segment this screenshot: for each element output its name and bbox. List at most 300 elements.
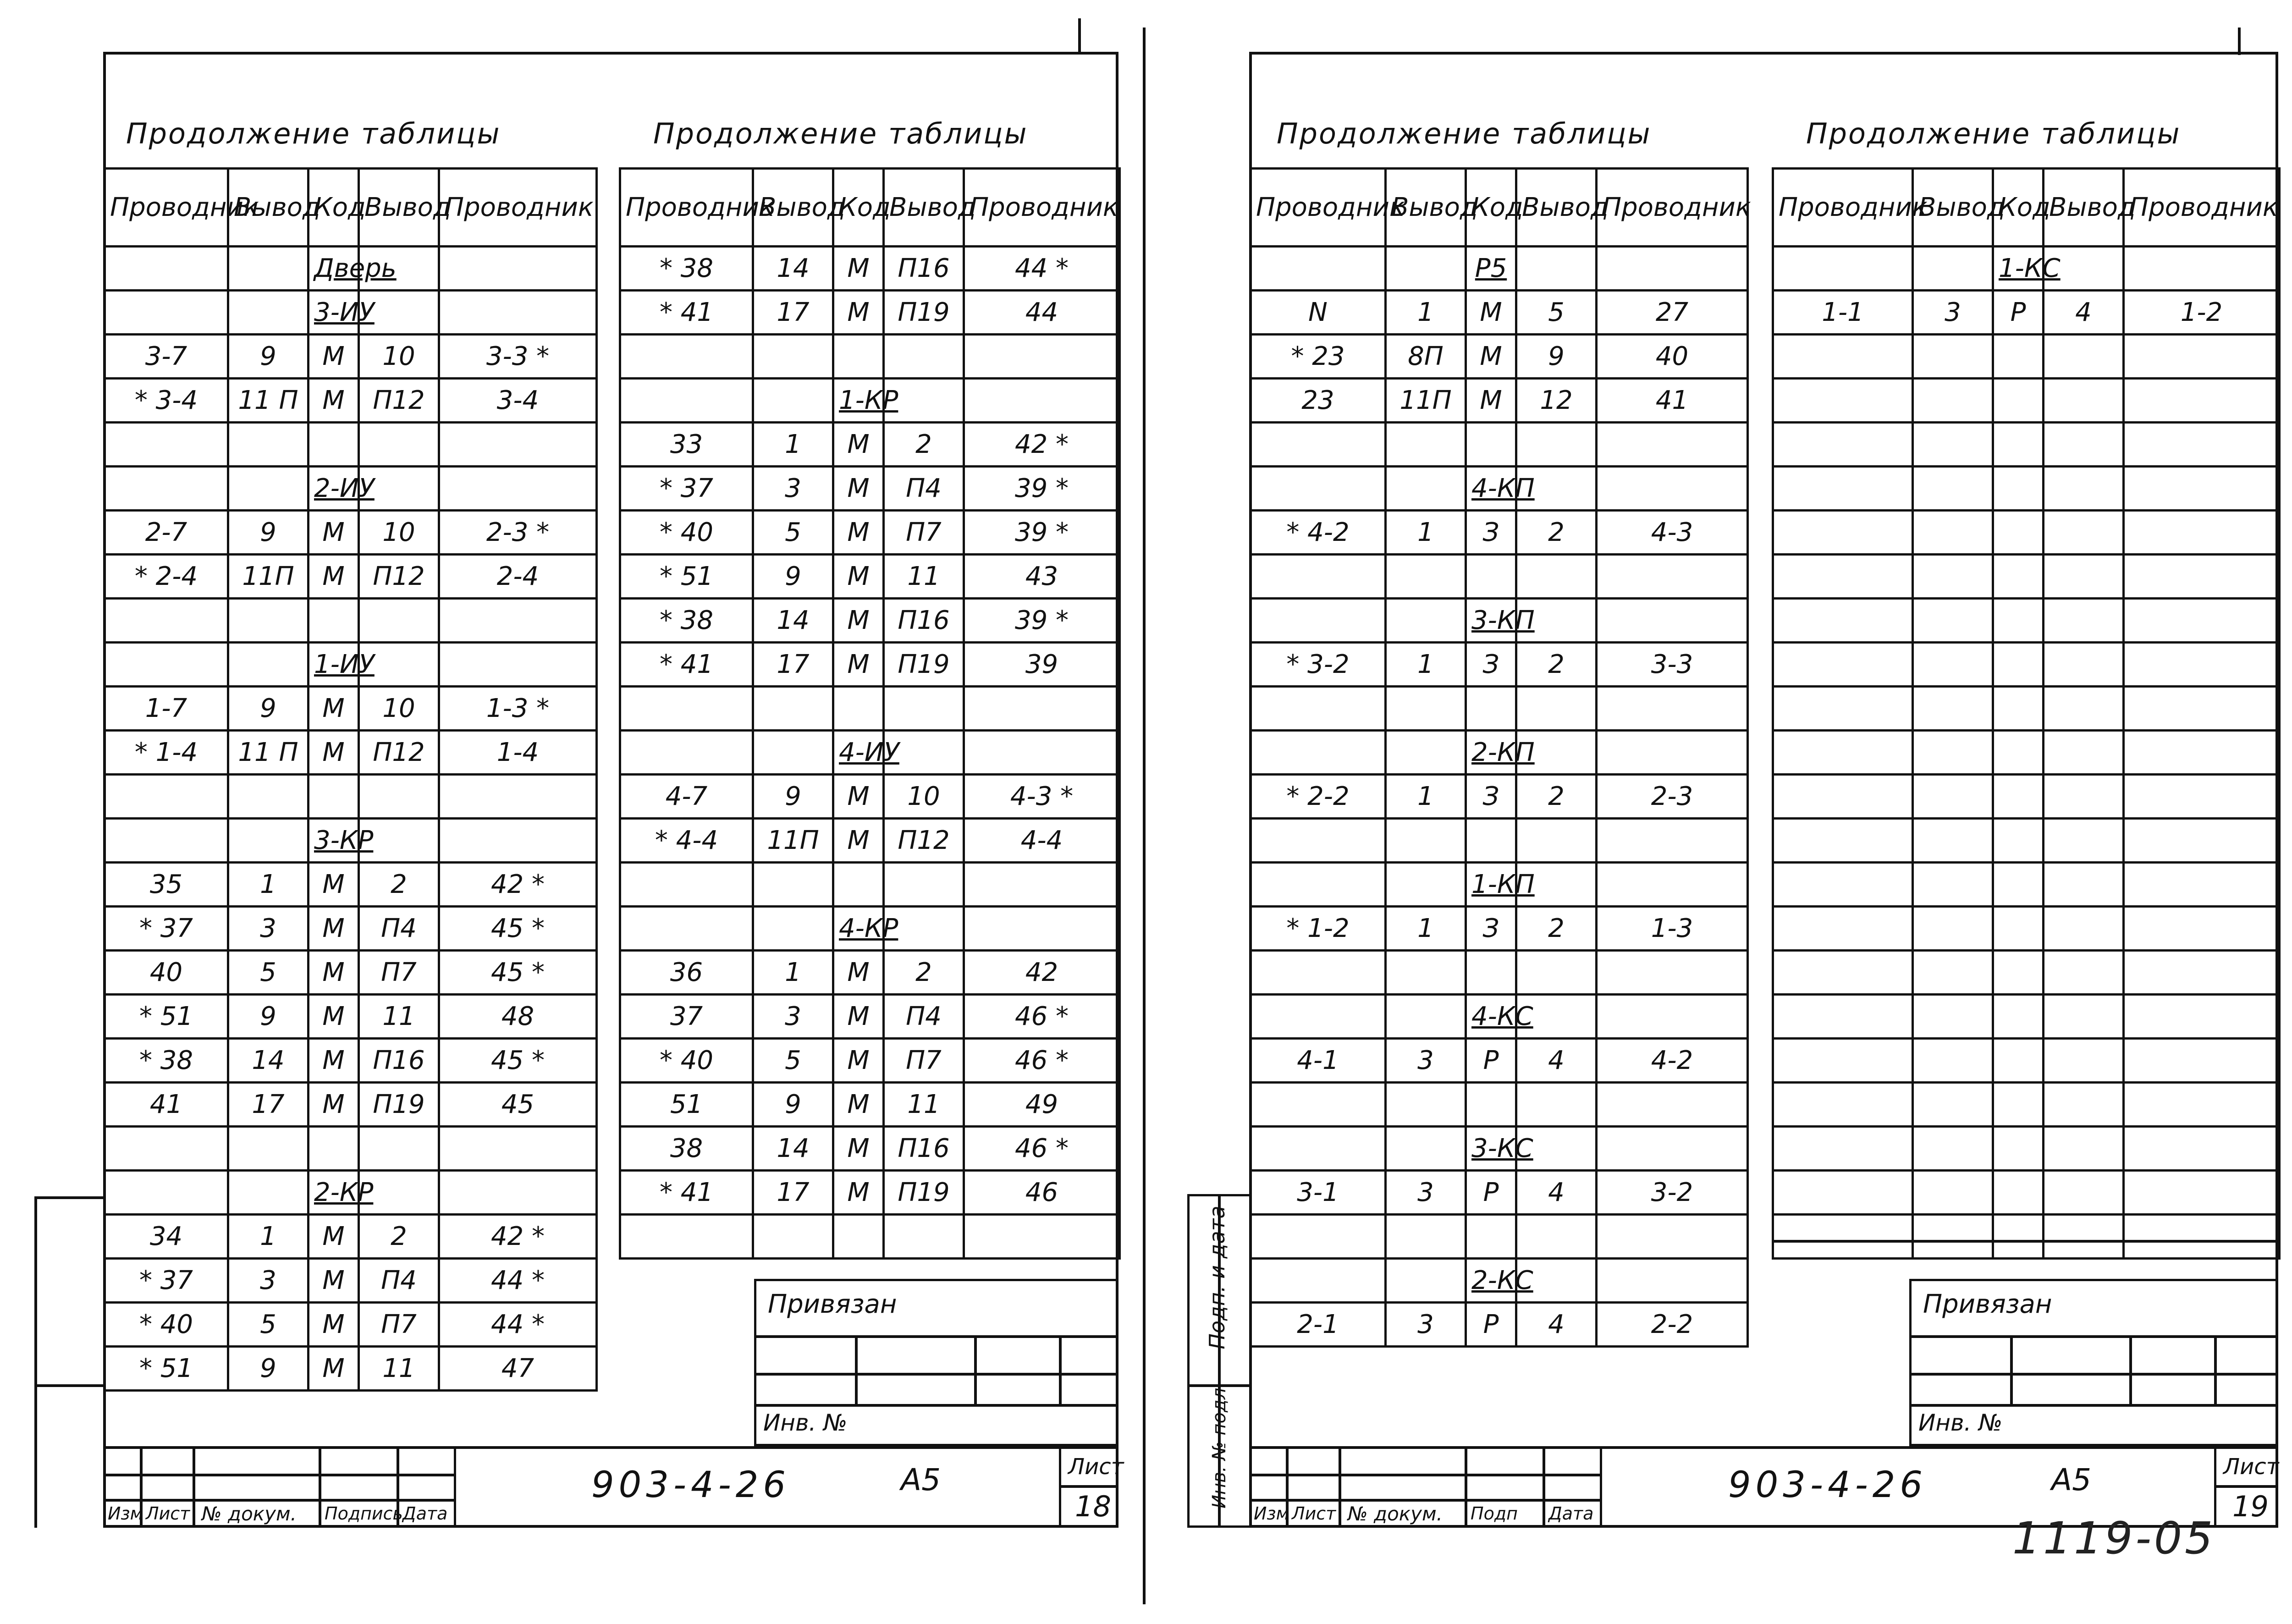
table-cell <box>1597 599 1748 643</box>
table-cell: 37 <box>620 995 753 1039</box>
column-header: Вывод <box>228 169 309 247</box>
table-cell <box>2124 775 2280 819</box>
table-cell <box>2044 379 2124 423</box>
table-cell: 9 <box>228 511 309 555</box>
table-cell <box>228 423 309 467</box>
table-d-bottom <box>1772 1240 2278 1243</box>
table-row <box>105 1347 597 1391</box>
table-cell: 2 <box>1516 775 1597 819</box>
table-d-title: Продолжение таблицы <box>1806 117 2181 150</box>
table-cell: 4-4 <box>964 819 1120 863</box>
group-label: Дверь <box>309 247 359 291</box>
table-cell <box>1773 335 1913 379</box>
table-cell <box>1913 863 1993 907</box>
table-cell: 1-7 <box>105 687 228 731</box>
table-row <box>620 1215 1120 1259</box>
table-a <box>103 167 598 1392</box>
table-cell: 11 П <box>228 731 309 775</box>
table-row <box>1773 555 2280 599</box>
table-cell <box>964 731 1120 775</box>
table-cell <box>1466 819 1516 863</box>
side-label-podp-data: Подп. и дата <box>1205 1206 1229 1349</box>
table-cell <box>1913 731 1993 775</box>
table-cell: М <box>833 1171 884 1215</box>
right-pb-h1 <box>1912 1335 2276 1338</box>
table-cell <box>1466 951 1516 995</box>
table-cell <box>2124 511 2280 555</box>
table-cell <box>1466 1083 1516 1127</box>
table-cell <box>105 247 228 291</box>
table-cell: N <box>1251 291 1386 335</box>
table-row <box>1251 995 1748 1039</box>
table-cell: * 1-2 <box>1251 907 1386 951</box>
table-cell <box>1773 599 1913 643</box>
table-row <box>620 599 1120 643</box>
table-cell: 3 <box>1913 291 1993 335</box>
table-cell: П16 <box>884 1127 964 1171</box>
table-cell: 5 <box>753 511 833 555</box>
table-cell: М <box>833 511 884 555</box>
table-cell: П7 <box>884 1039 964 1083</box>
table-row <box>1773 1215 2280 1259</box>
header-row <box>1251 169 1748 247</box>
table-cell: 1 <box>753 423 833 467</box>
table-cell: 36 <box>620 951 753 995</box>
left-margin-line <box>34 1196 37 1528</box>
table-row <box>105 1259 597 1303</box>
column-header: Вывод <box>359 169 439 247</box>
table-cell: 9 <box>753 775 833 819</box>
table-cell <box>2044 555 2124 599</box>
table-cell: М <box>309 1303 359 1347</box>
table-cell: 1 <box>1386 775 1466 819</box>
table-cell <box>2044 1127 2124 1171</box>
table-cell: 45 * <box>439 907 597 951</box>
table-row <box>105 643 597 687</box>
table-row <box>105 731 597 775</box>
table-cell: * 51 <box>620 555 753 599</box>
table-cell: М <box>309 555 359 599</box>
table-cell <box>1386 819 1466 863</box>
table-cell: 45 * <box>439 951 597 995</box>
table-cell: 1-2 <box>2124 291 2280 335</box>
table-cell: М <box>833 1083 884 1127</box>
table-cell: М <box>309 1215 359 1259</box>
table-cell: * 40 <box>620 1039 753 1083</box>
table-cell: 1 <box>1386 511 1466 555</box>
table-cell: М <box>309 335 359 379</box>
left-tb-col-izm: Изм <box>108 1503 143 1524</box>
table-d <box>1772 167 2281 1260</box>
table-cell: 14 <box>753 1127 833 1171</box>
table-cell <box>1251 1259 1386 1303</box>
table-row <box>1251 1039 1748 1083</box>
left-margin-top <box>34 1196 103 1199</box>
table-cell: 4-7 <box>620 775 753 819</box>
table-cell: М <box>833 643 884 687</box>
table-cell: 46 * <box>964 995 1120 1039</box>
table-cell <box>1516 423 1597 467</box>
table-cell: 39 * <box>964 467 1120 511</box>
table-row <box>1251 643 1748 687</box>
table-cell: 11П <box>753 819 833 863</box>
table-cell <box>620 863 753 907</box>
table-cell: 5 <box>228 951 309 995</box>
table-cell <box>1993 731 2044 775</box>
table-cell: П12 <box>359 731 439 775</box>
table-cell <box>2124 819 2280 863</box>
table-cell <box>359 1127 439 1171</box>
table-row <box>1773 467 2280 511</box>
table-cell <box>2044 643 2124 687</box>
table-cell <box>1993 643 2044 687</box>
right-designation: 903-4-26 <box>1728 1464 1928 1506</box>
table-cell: * 1-4 <box>105 731 228 775</box>
table-cell <box>833 863 884 907</box>
table-cell: П4 <box>884 995 964 1039</box>
table-cell: 4 <box>1516 1303 1597 1347</box>
table-cell <box>2124 995 2280 1039</box>
table-cell <box>1597 423 1748 467</box>
table-cell <box>1597 731 1748 775</box>
table-row <box>105 1083 597 1127</box>
table-cell: 9 <box>228 995 309 1039</box>
right-sheet-no: 19 <box>2232 1490 2269 1523</box>
table-cell <box>620 379 753 423</box>
table-cell <box>1913 1039 1993 1083</box>
table-cell <box>1993 819 2044 863</box>
table-cell <box>1597 1215 1748 1259</box>
table-cell <box>2124 1171 2280 1215</box>
table-cell: М <box>309 995 359 1039</box>
table-cell: * 51 <box>105 995 228 1039</box>
side-label-inv-podl: Инв. № подл. <box>1209 1382 1230 1508</box>
table-cell: 44 <box>964 291 1120 335</box>
table-cell: 2-3 <box>1597 775 1748 819</box>
table-cell <box>964 1215 1120 1259</box>
table-cell <box>228 467 309 511</box>
table-cell <box>884 687 964 731</box>
table-cell <box>964 907 1120 951</box>
table-cell: 1 <box>1386 643 1466 687</box>
table-cell: 17 <box>228 1083 309 1127</box>
table-cell <box>1466 1215 1516 1259</box>
table-cell: 9 <box>753 555 833 599</box>
table-cell <box>620 1215 753 1259</box>
table-cell <box>1386 423 1466 467</box>
group-label: 2-ИУ <box>309 467 359 511</box>
group-label: 4-КР <box>833 907 884 951</box>
left-sheet-no: 18 <box>1075 1490 1111 1523</box>
table-cell: * 40 <box>105 1303 228 1347</box>
table-cell <box>1993 1171 2044 1215</box>
table-cell <box>1993 1215 2044 1259</box>
table-cell <box>1993 1039 2044 1083</box>
table-cell <box>228 599 309 643</box>
table-cell <box>1251 995 1386 1039</box>
center-fold-line <box>1143 28 1146 1604</box>
table-cell <box>228 1127 309 1171</box>
table-cell <box>753 687 833 731</box>
table-cell: М <box>309 1347 359 1391</box>
group-label: 1-КП <box>1466 863 1516 907</box>
table-cell <box>1386 555 1466 599</box>
table-cell: М <box>833 1127 884 1171</box>
table-cell: 4-3 * <box>964 775 1120 819</box>
table-cell <box>1913 643 1993 687</box>
table-cell <box>1913 687 1993 731</box>
table-cell <box>105 1171 228 1215</box>
table-cell <box>1993 555 2044 599</box>
table-cell <box>1597 819 1748 863</box>
table-cell: 2 <box>884 423 964 467</box>
group-label: 2-КС <box>1466 1259 1516 1303</box>
left-tb-col-date: Дата <box>402 1503 448 1524</box>
table-cell: 38 <box>620 1127 753 1171</box>
right-pb-h3 <box>1912 1404 2276 1407</box>
table-cell <box>884 1215 964 1259</box>
column-header: Вывод <box>1386 169 1466 247</box>
table-cell: М <box>833 951 884 995</box>
group-label: 1-КС <box>1993 247 2044 291</box>
table-cell <box>1597 1259 1748 1303</box>
column-header: Проводник <box>620 169 753 247</box>
table-cell <box>105 643 228 687</box>
right-title-block-grid <box>1249 1446 1602 1528</box>
column-header: Проводник <box>1251 169 1386 247</box>
table-row <box>1251 819 1748 863</box>
table-row <box>105 423 597 467</box>
table-cell <box>439 819 597 863</box>
table-cell: П16 <box>884 599 964 643</box>
table-cell <box>1913 599 1993 643</box>
table-cell: 41 <box>1597 379 1748 423</box>
table-cell: 3 <box>753 995 833 1039</box>
table-row <box>1251 511 1748 555</box>
table-cell: 42 * <box>439 1215 597 1259</box>
table-cell <box>1251 247 1386 291</box>
table-cell <box>1251 731 1386 775</box>
table-cell: * 37 <box>105 907 228 951</box>
table-cell: П7 <box>359 951 439 995</box>
right-tb-c4 <box>1543 1448 1545 1525</box>
left-sheet-top-tick <box>1078 18 1081 54</box>
table-cell: П4 <box>359 907 439 951</box>
left-tb-col-list: Лист <box>146 1503 190 1524</box>
table-row <box>1773 687 2280 731</box>
table-cell <box>884 863 964 907</box>
table-row <box>105 335 597 379</box>
table-cell <box>1251 1127 1386 1171</box>
table-cell: М <box>309 1083 359 1127</box>
table-row <box>1251 335 1748 379</box>
table-row <box>1251 467 1748 511</box>
table-cell: П12 <box>359 379 439 423</box>
table-cell <box>620 907 753 951</box>
table-cell <box>228 1171 309 1215</box>
right-tb-row2 <box>1251 1499 1600 1502</box>
table-cell <box>228 291 309 335</box>
group-label: Р5 <box>1466 247 1516 291</box>
table-cell: 4-1 <box>1251 1039 1386 1083</box>
table-cell: М <box>309 731 359 775</box>
table-cell <box>1386 951 1466 995</box>
table-cell <box>1386 1259 1466 1303</box>
table-cell <box>1993 511 2044 555</box>
right-tb-col-date: Дата <box>1548 1503 1594 1524</box>
right-pb-h2 <box>1912 1373 2276 1376</box>
table-cell <box>2124 1127 2280 1171</box>
table-cell <box>439 423 597 467</box>
table-cell <box>1773 1127 1913 1171</box>
table-cell <box>833 335 884 379</box>
table-row <box>620 511 1120 555</box>
table-cell <box>2124 467 2280 511</box>
table-cell <box>1773 1039 1913 1083</box>
right-tb-c3 <box>1465 1448 1467 1525</box>
table-cell <box>1597 1083 1748 1127</box>
table-row <box>620 951 1120 995</box>
table-cell <box>2124 555 2280 599</box>
table-cell: 1-4 <box>439 731 597 775</box>
table-cell <box>228 247 309 291</box>
table-cell <box>964 335 1120 379</box>
table-cell: 4 <box>1516 1039 1597 1083</box>
table-cell <box>1251 1083 1386 1127</box>
group-label: 4-КП <box>1466 467 1516 511</box>
table-cell: 44 * <box>964 247 1120 291</box>
table-cell: 42 <box>964 951 1120 995</box>
table-row <box>105 951 597 995</box>
table-cell: П12 <box>359 555 439 599</box>
left-tb-col-doc: № докум. <box>202 1503 297 1525</box>
table-cell: З <box>1466 511 1516 555</box>
table-cell <box>1251 819 1386 863</box>
table-cell <box>1386 467 1466 511</box>
table-cell: Р <box>1466 1171 1516 1215</box>
table-cell: 51 <box>620 1083 753 1127</box>
table-cell: З <box>1466 775 1516 819</box>
table-cell: * 4-4 <box>620 819 753 863</box>
table-row <box>1251 423 1748 467</box>
table-cell: 5 <box>753 1039 833 1083</box>
table-cell: Р <box>1993 291 2044 335</box>
table-cell: * 38 <box>620 247 753 291</box>
table-row <box>1251 1127 1748 1171</box>
table-cell <box>439 291 597 335</box>
table-cell: 11П <box>1386 379 1466 423</box>
table-cell: 47 <box>439 1347 597 1391</box>
table-row <box>1251 775 1748 819</box>
right-stage: А5 <box>2051 1462 2092 1497</box>
table-cell: 39 * <box>964 599 1120 643</box>
right-inv-label: Инв. № <box>1918 1409 2003 1436</box>
right-pb-v3 <box>2214 1335 2217 1404</box>
table-row <box>620 1171 1120 1215</box>
right-tb-col-doc: № докум. <box>1348 1503 1443 1525</box>
left-pb-h2 <box>756 1373 1116 1376</box>
table-row <box>105 599 597 643</box>
right-privyazan-block <box>1909 1279 2278 1446</box>
table-cell: * 2-2 <box>1251 775 1386 819</box>
table-cell: 1 <box>228 863 309 907</box>
table-row <box>1773 1171 2280 1215</box>
table-cell: 11 <box>884 1083 964 1127</box>
table-cell <box>1773 423 1913 467</box>
header-row <box>1773 169 2280 247</box>
table-cell: М <box>1466 379 1516 423</box>
table-cell: 43 <box>964 555 1120 599</box>
table-b-title: Продолжение таблицы <box>653 117 1028 150</box>
table-row <box>1773 1083 2280 1127</box>
table-cell <box>439 775 597 819</box>
table-cell: П7 <box>359 1303 439 1347</box>
table-cell: 3-3 * <box>439 335 597 379</box>
table-cell: 2 <box>884 951 964 995</box>
table-cell <box>1386 599 1466 643</box>
table-cell <box>2044 819 2124 863</box>
table-cell: 3 <box>228 907 309 951</box>
table-cell <box>753 1215 833 1259</box>
table-cell <box>1386 247 1466 291</box>
left-stage: А5 <box>901 1462 941 1497</box>
table-cell <box>1993 687 2044 731</box>
table-cell <box>1913 423 1993 467</box>
table-row <box>620 1127 1120 1171</box>
table-cell <box>1913 555 1993 599</box>
table-cell <box>2124 863 2280 907</box>
table-cell <box>1251 687 1386 731</box>
table-cell <box>1773 467 1913 511</box>
table-cell: П16 <box>359 1039 439 1083</box>
right-tb-row1 <box>1251 1474 1600 1476</box>
table-cell <box>1597 1127 1748 1171</box>
table-cell <box>105 599 228 643</box>
right-sheet-number-box <box>2214 1446 2278 1528</box>
header-row <box>620 169 1120 247</box>
table-row <box>1251 687 1748 731</box>
table-cell: * 40 <box>620 511 753 555</box>
table-cell <box>228 643 309 687</box>
group-label: 3-КС <box>1466 1127 1516 1171</box>
table-cell <box>2124 423 2280 467</box>
table-row <box>1773 951 2280 995</box>
table-cell <box>1913 995 1993 1039</box>
table-cell: 2 <box>359 863 439 907</box>
table-cell: 1-1 <box>1773 291 1913 335</box>
table-cell: 46 <box>964 1171 1120 1215</box>
table-cell <box>833 1215 884 1259</box>
table-cell <box>2044 423 2124 467</box>
table-row <box>1251 951 1748 995</box>
table-cell <box>1773 995 1913 1039</box>
table-cell: 4 <box>1516 1171 1597 1215</box>
table-cell <box>2124 599 2280 643</box>
table-row <box>620 863 1120 907</box>
column-header: Проводник <box>964 169 1120 247</box>
table-cell <box>228 775 309 819</box>
table-cell <box>1597 863 1748 907</box>
table-cell <box>1251 1215 1386 1259</box>
table-cell <box>1913 951 1993 995</box>
table-row <box>1773 335 2280 379</box>
left-tb-col-sign: Подпись <box>325 1503 403 1524</box>
table-cell <box>105 291 228 335</box>
table-cell <box>1773 775 1913 819</box>
table-row <box>105 819 597 863</box>
table-cell: 1 <box>753 951 833 995</box>
table-cell: 2-2 <box>1597 1303 1748 1347</box>
